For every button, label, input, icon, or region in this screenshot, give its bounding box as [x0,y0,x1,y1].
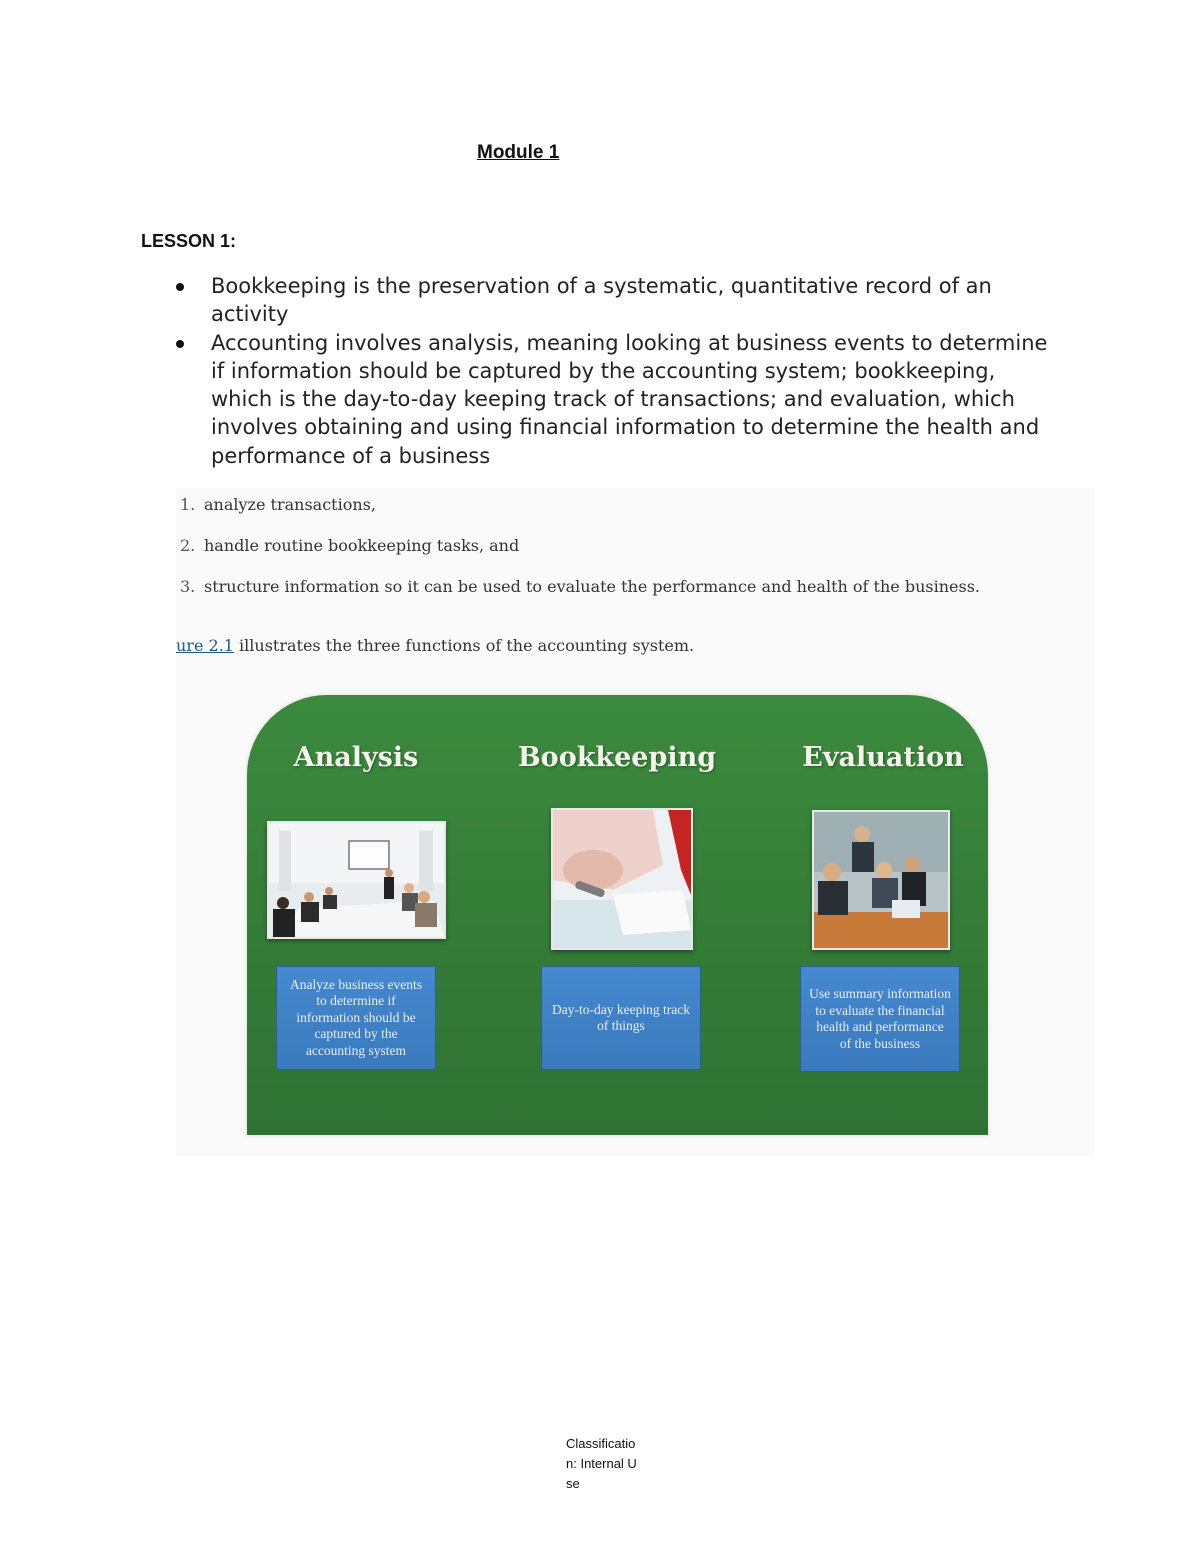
bookkeeping-title: Bookkeeping [517,742,717,773]
evaluation-description-box: Use summary information to evaluate the financial health and performance of the business [800,966,960,1072]
bullet-dot-icon [176,340,184,348]
evaluation-title: Evaluation [802,742,964,773]
evaluation-photo-image [812,810,950,950]
analysis-description-box: Analyze business events to determine if information should be captured by the accounting system [276,966,436,1070]
bullet-item: Bookkeeping is the preservation of a systematic, quantitative record of an activity [160,272,1060,329]
analysis-title: Analysis [293,742,419,773]
list-item: 1. analyze transactions, [180,495,376,514]
figure-caption: ure 2.1 illustrates the three functions of the accounting system. [176,636,695,655]
numbered-list [180,495,980,618]
page-title: Module 1 [477,142,560,163]
bookkeeping-photo-image [551,808,693,950]
bullet-dot-icon [176,283,184,291]
classification-label: Classification: Internal Use [566,1436,637,1491]
bullet-item: Accounting involves analysis, meaning looking at business events to determine if information should be captured by the accounting system; bookkeeping, which is the day-to-day keeping track of transactions; and evaluation, which involves obtaining and using financial information to determine the health and performance of a business [160,329,1060,470]
bullet-list [160,272,1060,470]
bookkeeping-description-box: Day-to-day keeping track of things [541,966,701,1070]
figure-reference-link[interactable]: ure 2.1 [176,636,234,655]
list-item: 3. structure information so it can be used to evaluate the performance and health of the business. [180,577,980,596]
list-item: 2. handle routine bookkeeping tasks, and [180,536,520,555]
lesson-heading: LESSON 1: [141,231,237,251]
meeting-photo-image [267,821,446,939]
